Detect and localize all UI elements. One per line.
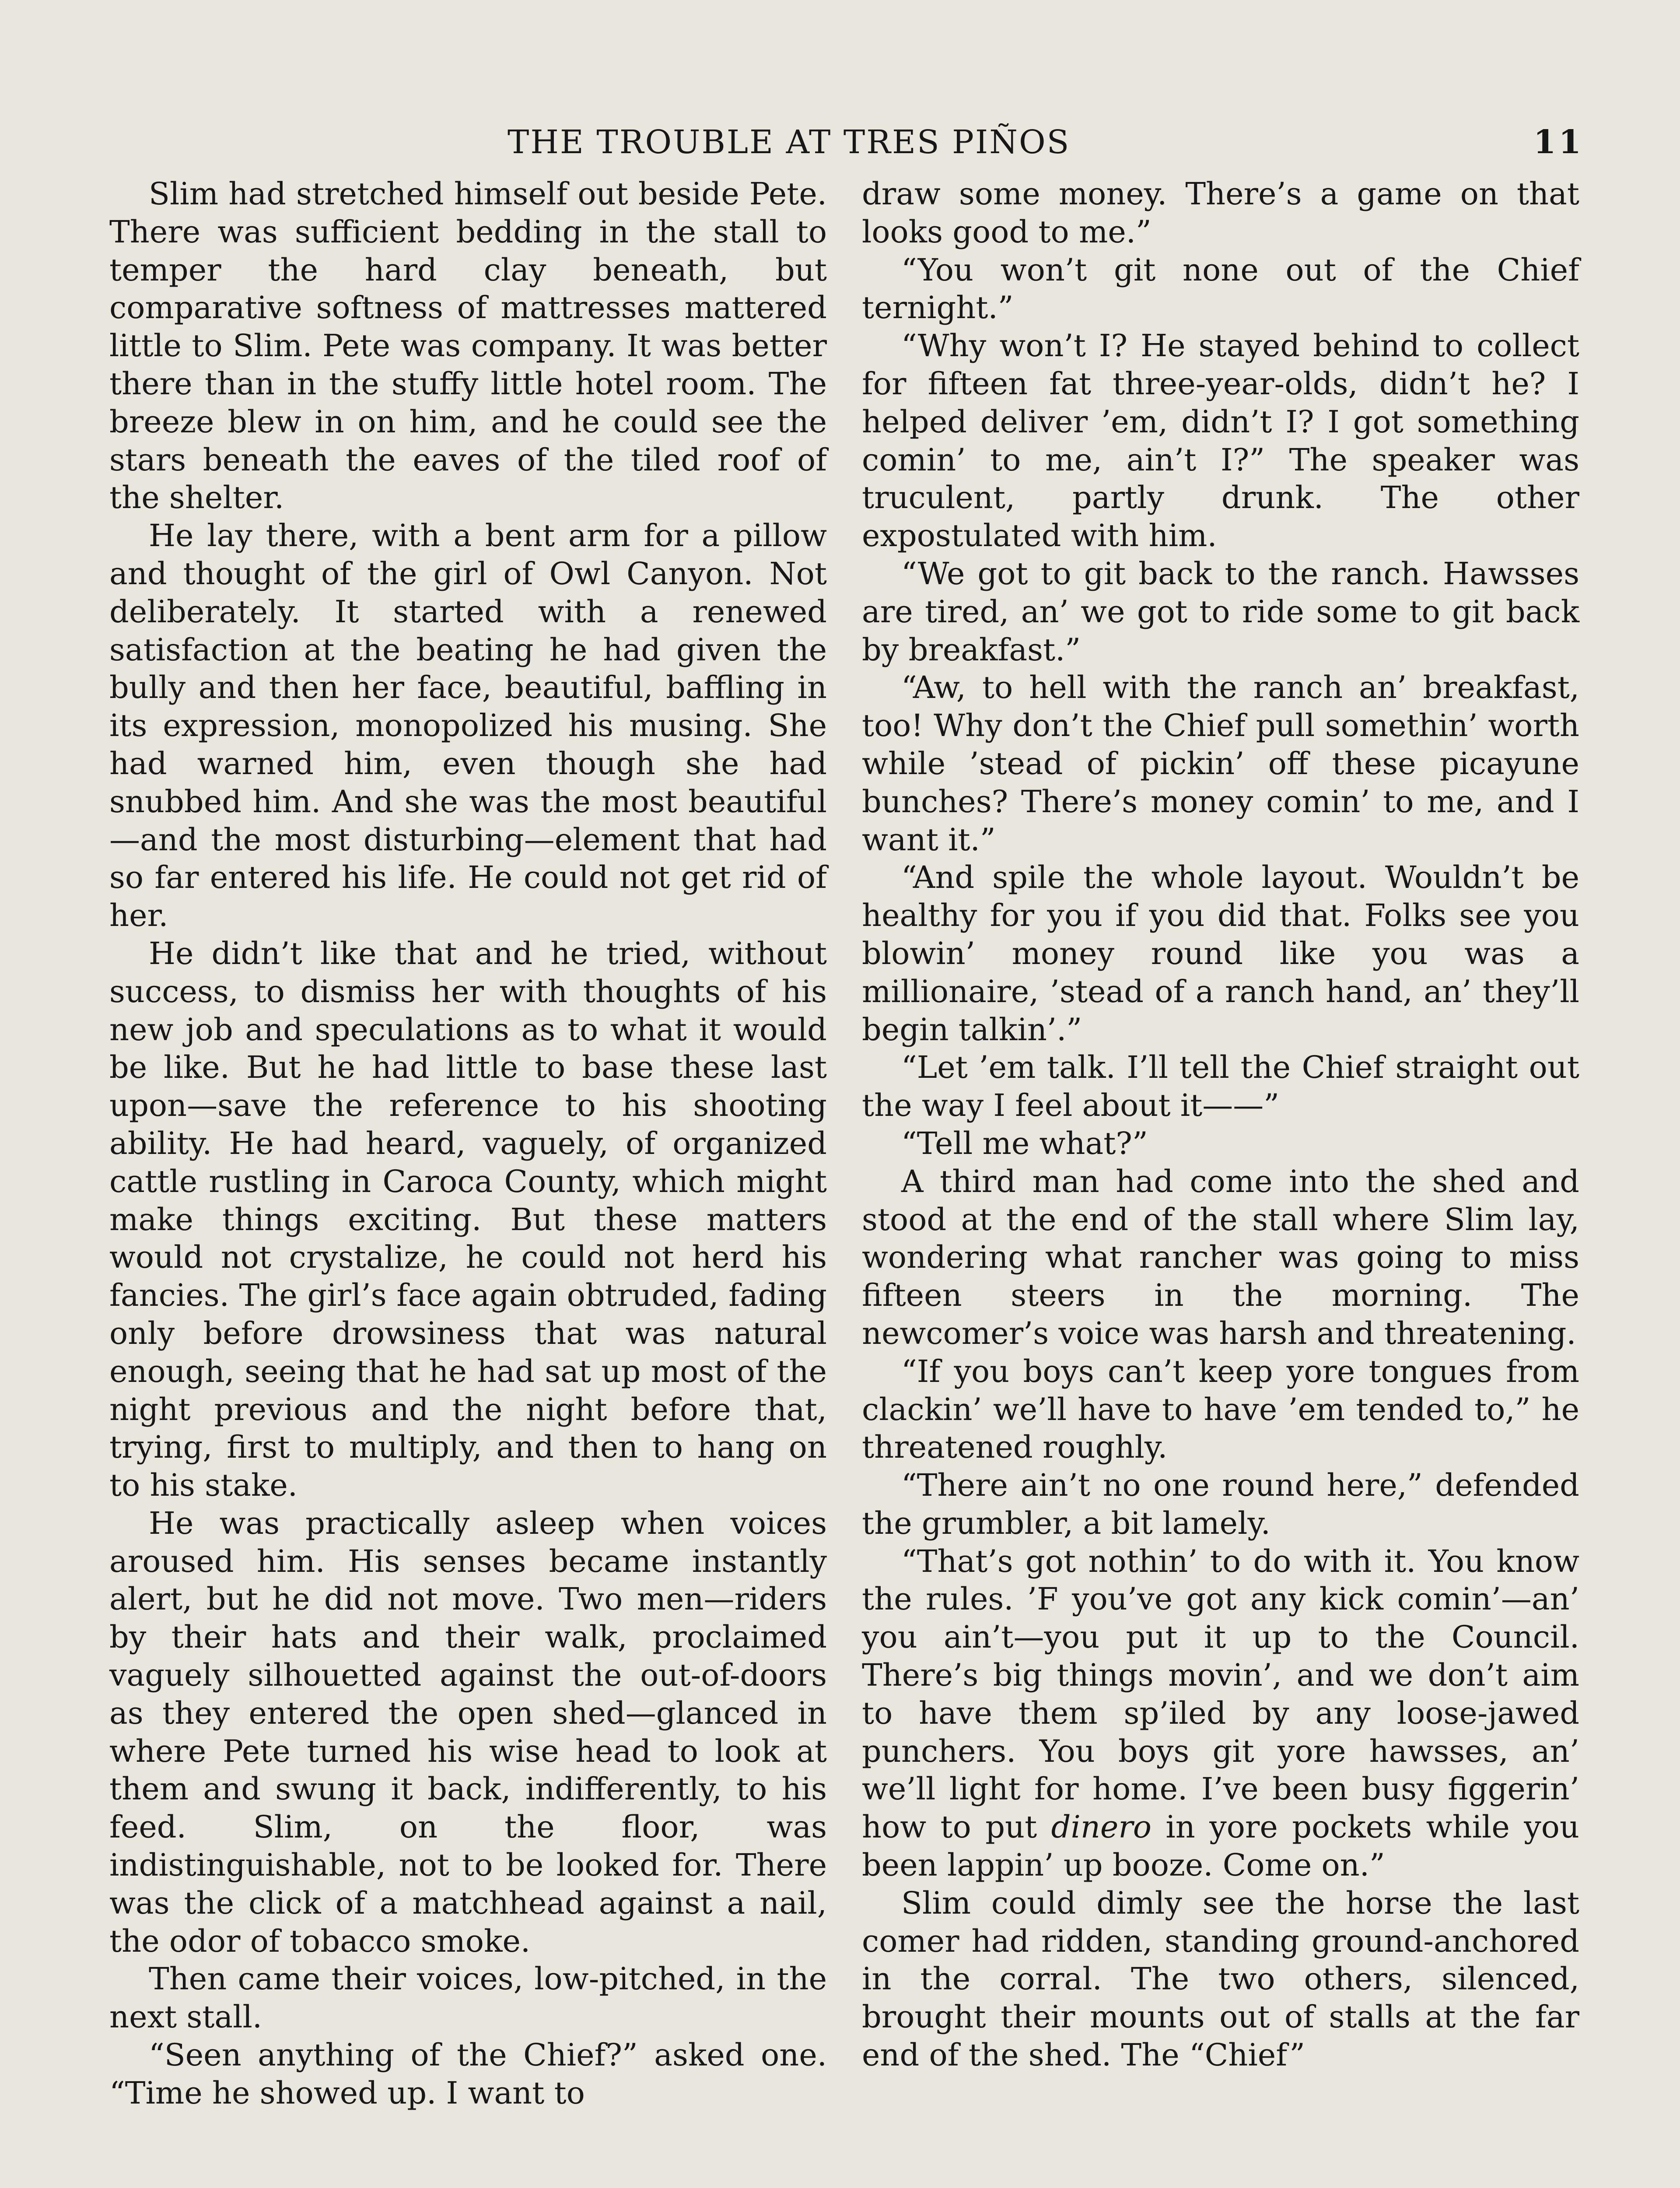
- paragraph: “You won’t git none out of the Chief ternight.”: [862, 252, 1579, 326]
- paragraph: Slim could dimly see the horse the last comer had ridden, standing ground-anchored in the corral. The two others, silenced, brought their mounts out of stalls at the far end of the shed. The “Chief”: [862, 1885, 1579, 2073]
- italic-word: dinero: [1051, 1809, 1152, 1845]
- paragraph: He didn’t like that and he tried, without success, to dismiss her with thoughts of his new job and speculations as to what it would be like. But he had little to base these last upon—save the reference to his shooting ability. He had heard, vaguely, of organized cattle rustling in Caroca County, which might make things exciting. But these matters would not crystalize, he could not herd his fancies. The girl’s face again obtruded, fading only before drowsiness that was natural enough, seeing that he had sat up most of the night previous and the night before that, trying, first to multiply, and then to hang on to his stake.: [109, 935, 827, 1504]
- paragraph: “There ain’t no one round here,” defended the grumbler, a bit lamely.: [862, 1467, 1579, 1541]
- paragraph: “We got to git back to the ranch. Hawsses are tired, an’ we got to ride some to git back by breakfast.”: [862, 555, 1579, 668]
- right-column: [862, 175, 1579, 2074]
- left-column: [109, 175, 827, 2112]
- paragraph: “And spile the whole layout. Wouldn’t be healthy for you if you did that. Folks see you blowin’ money round like you was a millionaire, ’stead of a ranch hand, an’ they’ll begin talkin’.”: [862, 859, 1579, 1048]
- paragraph: A third man had come into the shed and stood at the end of the stall where Slim lay, wondering what rancher was going to miss fifteen steers in the morning. The newcomer’s voice was harsh and threatening.: [862, 1163, 1579, 1351]
- paragraph: “Seen anything of the Chief?” asked one. “Time he showed up. I want to: [109, 2037, 827, 2111]
- paragraph-continuation: draw some money. There’s a game on that looks good to me.”: [862, 176, 1579, 250]
- paragraph: “Aw, to hell with the ranch an’ breakfast, too! Why don’t the Chief pull somethin’ worth while ’stead of pickin’ off these picayune bunches? There’s money comin’ to me, and I want it.”: [862, 670, 1579, 858]
- running-head: [0, 118, 1680, 166]
- paragraph: “Let ’em talk. I’ll tell the Chief straight out the way I feel about it——”: [862, 1049, 1579, 1124]
- paragraph: [862, 1543, 1579, 1884]
- paragraph-text: in yore pockets while you been lappin’ up booze. Come on.”: [862, 1809, 1579, 1883]
- page-number: 11: [1533, 123, 1584, 161]
- paragraph: He was practically asleep when voices aroused him. His senses became instantly alert, but he did not move. Two men—riders by their hats and their walk, proclaimed vaguely silhouetted against the out-of-doors as they entered the open shed—glanced in where Pete turned his wise head to look at them and swung it back, indifferently, to his feed. Slim, on the floor, was indistinguishable, not to be looked for. There was the click of a matchhead against a nail, the odor of tobacco smoke.: [109, 1505, 827, 1959]
- running-title: THE TROUBLE AT TRES PIÑOS: [508, 123, 1071, 161]
- paragraph: Then came their voices, low-pitched, in the next stall.: [109, 1961, 827, 2035]
- paragraph: “If you boys can’t keep yore tongues from clackin’ we’ll have to have ’em tended to,” he threatened roughly.: [862, 1353, 1579, 1466]
- paragraph: “Tell me what?”: [901, 1125, 1148, 1161]
- paragraph-text: “That’s got nothin’ to do with it. You know the rules. ’F you’ve got any kick comin’—an’ you ain’t—you put it up to the Council. There’s big things movin’, and we don’t aim to have them sp’iled by any loose-jawed punchers. You boys git yore hawsses, an’ we’ll light for home. I’ve been busy figgerin’ how to put: [862, 1543, 1579, 1845]
- paragraph: Slim had stretched himself out beside Pete. There was sufficient bedding in the stall to temper the hard clay beneath, but comparative softness of mattresses mattered little to Slim. Pete was company. It was better there than in the stuffy little hotel room. The breeze blew in on him, and he could see the stars beneath the eaves of the tiled roof of the shelter.: [109, 176, 827, 516]
- paragraph: He lay there, with a bent arm for a pillow and thought of the girl of Owl Canyon. Not deliberately. It started with a renewed satisfaction at the beating he had given the bully and then her face, beautiful, baffling in its expression, monopolized his musing. She had warned him, even though she had snubbed him. And she was the most beautiful—and the most disturbing—element that had so far entered his life. He could not get rid of her.: [109, 518, 827, 934]
- paragraph: “Why won’t I? He stayed behind to collect for fifteen fat three-year-olds, didn’t he? I helped deliver ’em, didn’t I? I got something comin’ to me, ain’t I?” The speaker was truculent, partly drunk. The other expostulated with him.: [862, 328, 1579, 554]
